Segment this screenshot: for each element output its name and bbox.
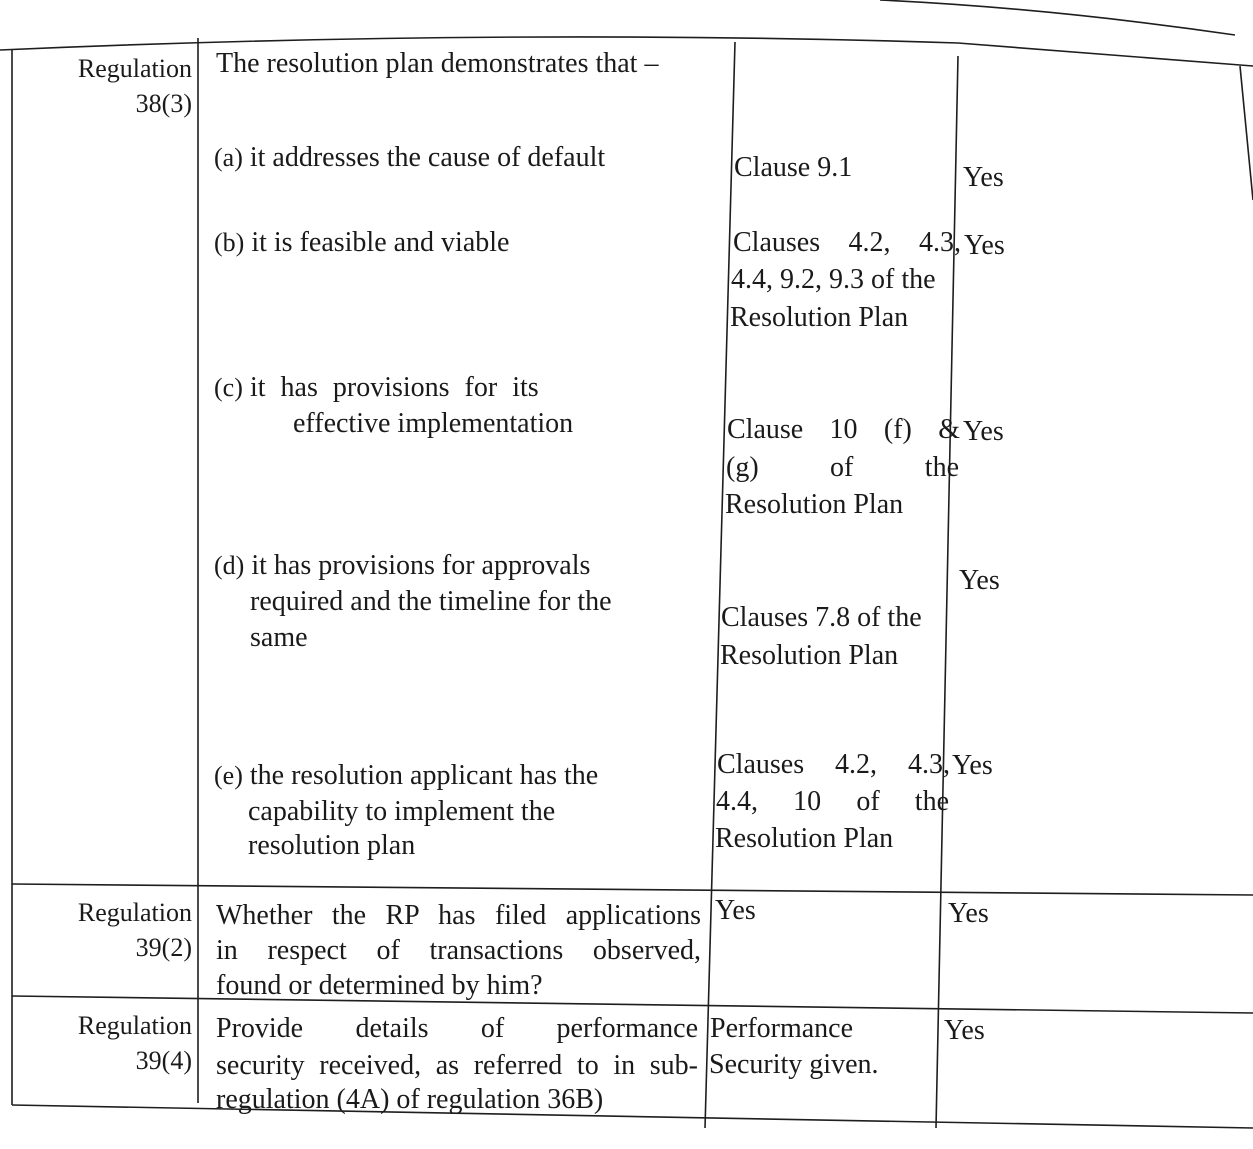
item-label: (b) [214,228,245,257]
question-line: security received, as referred to in sub- [216,1050,698,1081]
reference-line: 4.4, 9.2, 9.3 of the [731,264,936,295]
reference-line: Security given. [709,1049,879,1080]
row-intro-text: The resolution plan demonstrates that – [216,48,659,79]
item-label: (e) [214,761,243,790]
list-item [214,370,602,406]
regulation-label: Regulation [77,898,192,927]
regulation-number: 39(4) [135,1046,192,1075]
item-text: it addresses the cause of default [249,142,606,173]
reference-text: Clause 9.1 [734,152,853,183]
item-text-continued: effective implementation [293,408,574,439]
reference-line: Resolution Plan [725,489,904,520]
reference-line: Performance [710,1013,854,1044]
question-line: found or determined by him? [216,970,543,1001]
status-text: Yes [944,1015,985,1046]
table-border-bottom [12,1105,1253,1128]
item-text-continued: same [250,622,308,653]
reference-line: (g) of the [726,452,959,483]
regulation-label: Regulation [77,54,192,83]
item-text: it has provisions for approvals [251,550,591,581]
reference-line: Clauses 7.8 of the [721,602,922,633]
item-text: it is feasible and viable [251,227,510,258]
item-text: the resolution applicant has the [249,760,599,791]
reference-line: Resolution Plan [715,823,894,854]
reference-line: Resolution Plan [730,302,909,333]
reference-line: Resolution Plan [720,640,899,671]
reference-line: Clauses 4.2, 4.3, [717,749,950,780]
reference-line: Clause 10 (f) & [727,414,960,445]
item-label: (d) [214,551,245,580]
column-divider-right [1240,66,1253,200]
reference-line: Clauses 4.2, 4.3, [733,227,961,258]
status-text: Yes [963,162,1004,193]
regulation-number: 38(3) [135,89,192,118]
question-line: Whether the RP has filed applications [216,900,701,931]
list-item [214,758,598,794]
list-item [214,225,509,261]
item-label: (c) [214,373,243,402]
column-divider-2 [705,42,735,1128]
question-line: in respect of transactions observed, [216,935,701,966]
status-text: Yes [952,750,993,781]
status-text: Yes [963,416,1004,447]
status-text: Yes [948,898,989,929]
list-item [214,548,590,584]
column-divider-3 [936,56,958,1128]
question-line: regulation (4A) of regulation 36B) [216,1084,604,1115]
item-text: it has provisions for its [250,372,539,403]
regulation-number: 39(2) [135,933,192,962]
scan-curve-top [880,0,1235,35]
regulation-label: Regulation [77,1011,192,1040]
status-text: Yes [959,565,1000,596]
item-text-continued: capability to implement the [248,796,556,827]
reference-line: 4.4, 10 of the [716,786,949,817]
item-text-continued: required and the timeline for the [250,586,612,617]
status-text: Yes [964,230,1005,261]
list-item [214,140,605,176]
reference-text: Yes [715,895,756,926]
item-text-continued: resolution plan [248,830,416,861]
question-line: Provide details of performance [216,1013,698,1044]
item-label: (a) [214,143,243,172]
